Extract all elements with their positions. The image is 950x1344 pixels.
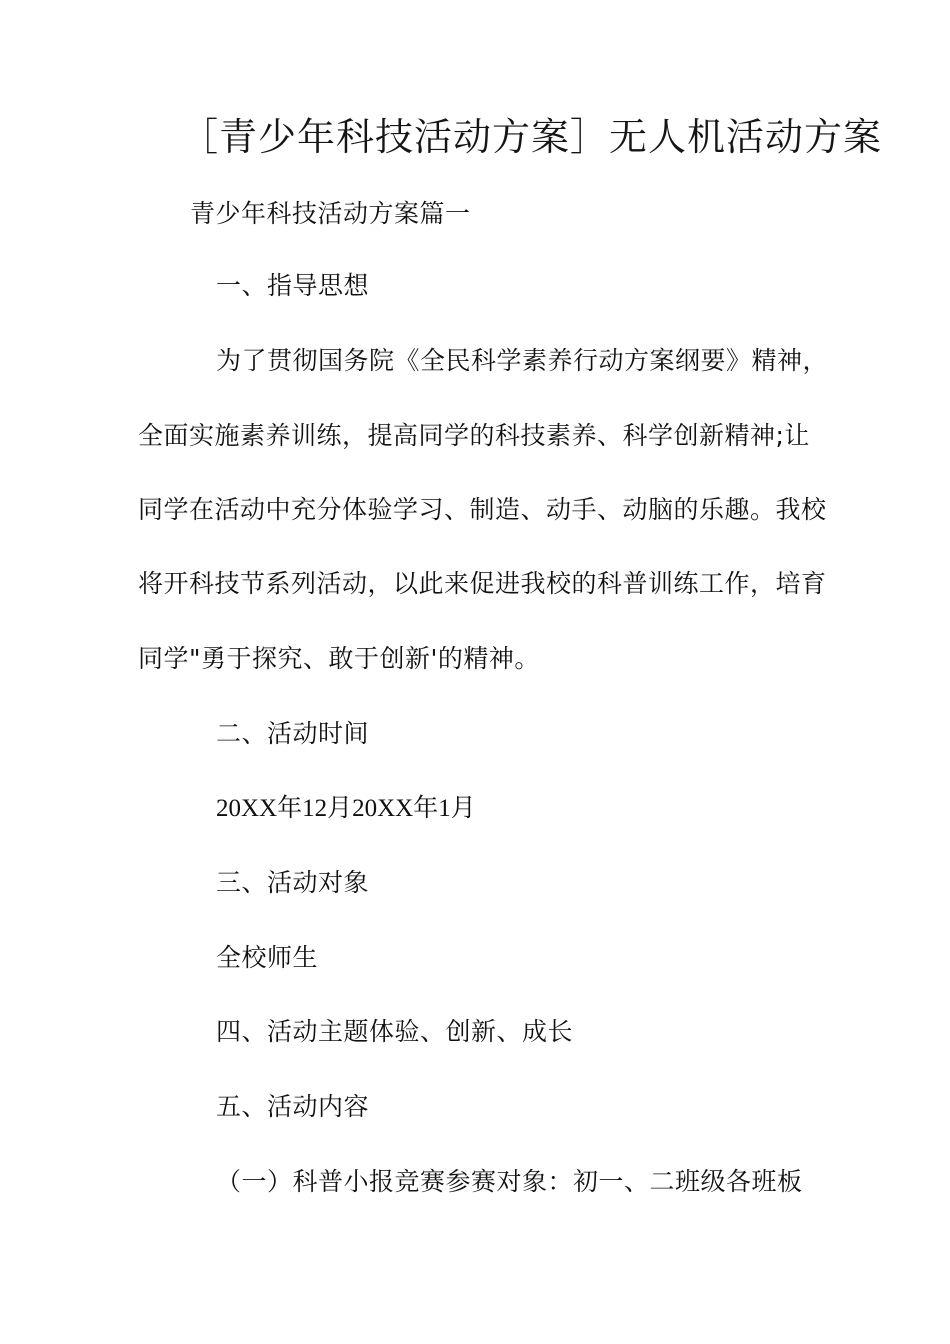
paragraph-line: 同学"勇于探究、敢于创新'的精神。 bbox=[138, 644, 540, 673]
paragraph-line: 全面实施素养训练，提高同学的科技素养、科学创新精神;让 bbox=[138, 421, 810, 450]
section-heading-guiding-ideology: 一、指导思想 bbox=[216, 271, 370, 300]
document-subtitle: 青少年科技活动方案篇一 bbox=[190, 199, 471, 228]
paragraph-line: 为了贯彻国务院《全民科学素养行动方案纲要》精神， bbox=[216, 346, 829, 375]
activity-target-text: 全校师生 bbox=[216, 943, 319, 972]
section-heading-activity-target: 三、活动对象 bbox=[216, 868, 370, 897]
section-heading-activity-time: 二、活动时间 bbox=[216, 719, 370, 748]
section-heading-activity-content: 五、活动内容 bbox=[216, 1092, 370, 1121]
paragraph-line: 同学在活动中充分体验学习、制造、动手、动脑的乐趣。我校 bbox=[138, 495, 827, 524]
section-heading-activity-theme: 四、活动主题体验、创新、成长 bbox=[216, 1017, 574, 1046]
activity-time-text: 20XX年12月20XX年1月 bbox=[216, 795, 476, 822]
document-title: ［青少年科技活动方案］无人机活动方案 bbox=[180, 115, 883, 159]
paragraph-line: 将开科技节系列活动，以此来促进我校的科普训练工作，培育 bbox=[138, 569, 827, 598]
activity-content-item: （一）科普小报竞赛参赛对象：初一、二班级各班板 bbox=[216, 1167, 803, 1196]
